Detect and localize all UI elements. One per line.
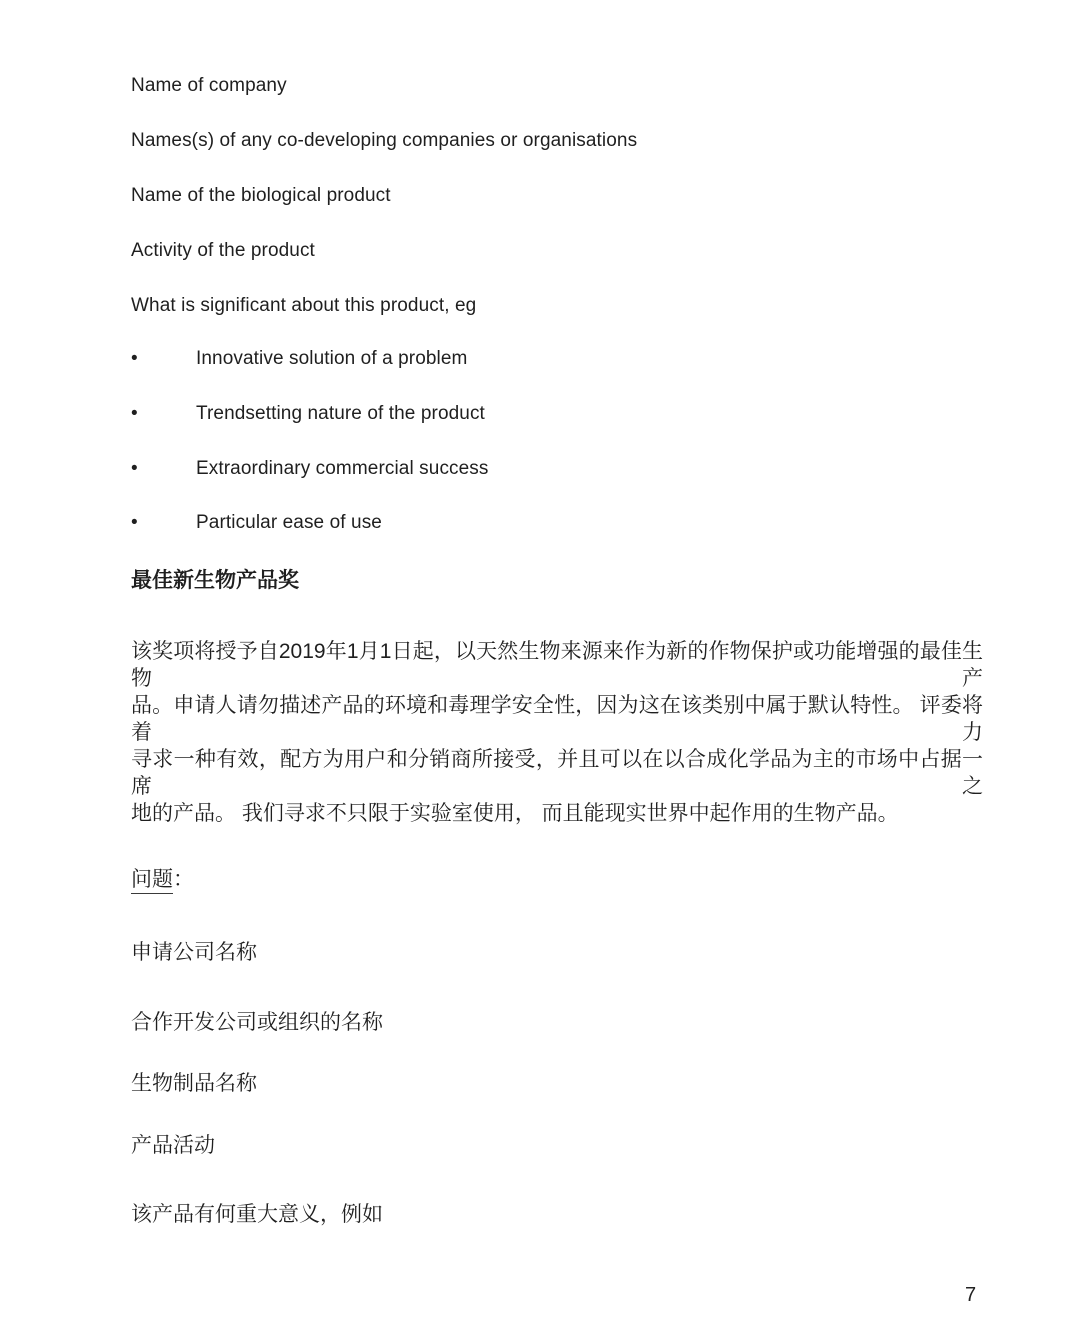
bullet-item xyxy=(131,348,467,370)
cn-field-label-applicant-company-name: 申请公司名称 xyxy=(131,941,257,964)
bullet-item-label: Particular ease of use xyxy=(196,512,382,533)
award-description-line: 该奖项将授予自2019年1月1日起，以天然生物来源来作为新的作物保护或功能增强的最佳生物产 xyxy=(131,640,983,691)
bullet-icon: • xyxy=(131,458,138,479)
bullet-icon: • xyxy=(131,348,138,369)
award-description-line: 地的产品。 我们寻求不只限于实验室使用， 而且能现实世界中起作用的生物产品。 xyxy=(131,802,899,825)
cn-field-label-product-activity: 产品活动 xyxy=(131,1134,215,1157)
bullet-item xyxy=(131,403,485,425)
page-number: 7 xyxy=(965,1284,977,1306)
bullet-item-label: Trendsetting nature of the product xyxy=(196,403,485,424)
bullet-icon: • xyxy=(131,512,138,533)
field-label-codeveloping-companies: Names(s) of any co-developing companies or organisations xyxy=(131,130,638,151)
questions-heading-label: 问题 xyxy=(131,868,173,894)
bullet-icon: • xyxy=(131,403,138,424)
cn-field-label-product-significance: 该产品有何重大意义，例如 xyxy=(131,1203,383,1226)
questions-heading xyxy=(131,866,194,893)
section-heading-best-new-bioproduct-award: 最佳新生物产品奖 xyxy=(131,569,299,592)
questions-heading-colon: ： xyxy=(173,868,194,891)
field-label-company-name: Name of company xyxy=(131,75,287,96)
award-description-line: 品。申请人请勿描述产品的环境和毒理学安全性，因为这在该类别中属于默认特性。 评委将着力 xyxy=(131,694,983,745)
bullet-item-label: Innovative solution of a problem xyxy=(196,348,468,369)
field-label-product-activity: Activity of the product xyxy=(131,240,315,261)
field-label-biological-product-name: Name of the biological product xyxy=(131,185,391,206)
award-description-line: 寻求一种有效，配方为用户和分销商所接受，并且可以在以合成化学品为主的市场中占据一席之 xyxy=(131,748,983,799)
cn-field-label-biological-product-name: 生物制品名称 xyxy=(131,1072,257,1095)
bullet-item xyxy=(131,512,382,534)
bullet-item xyxy=(131,458,489,480)
bullet-item-label: Extraordinary commercial success xyxy=(196,458,489,479)
field-label-product-significance: What is significant about this product, eg xyxy=(131,295,477,316)
cn-field-label-codeveloping-org-name: 合作开发公司或组织的名称 xyxy=(131,1011,383,1034)
